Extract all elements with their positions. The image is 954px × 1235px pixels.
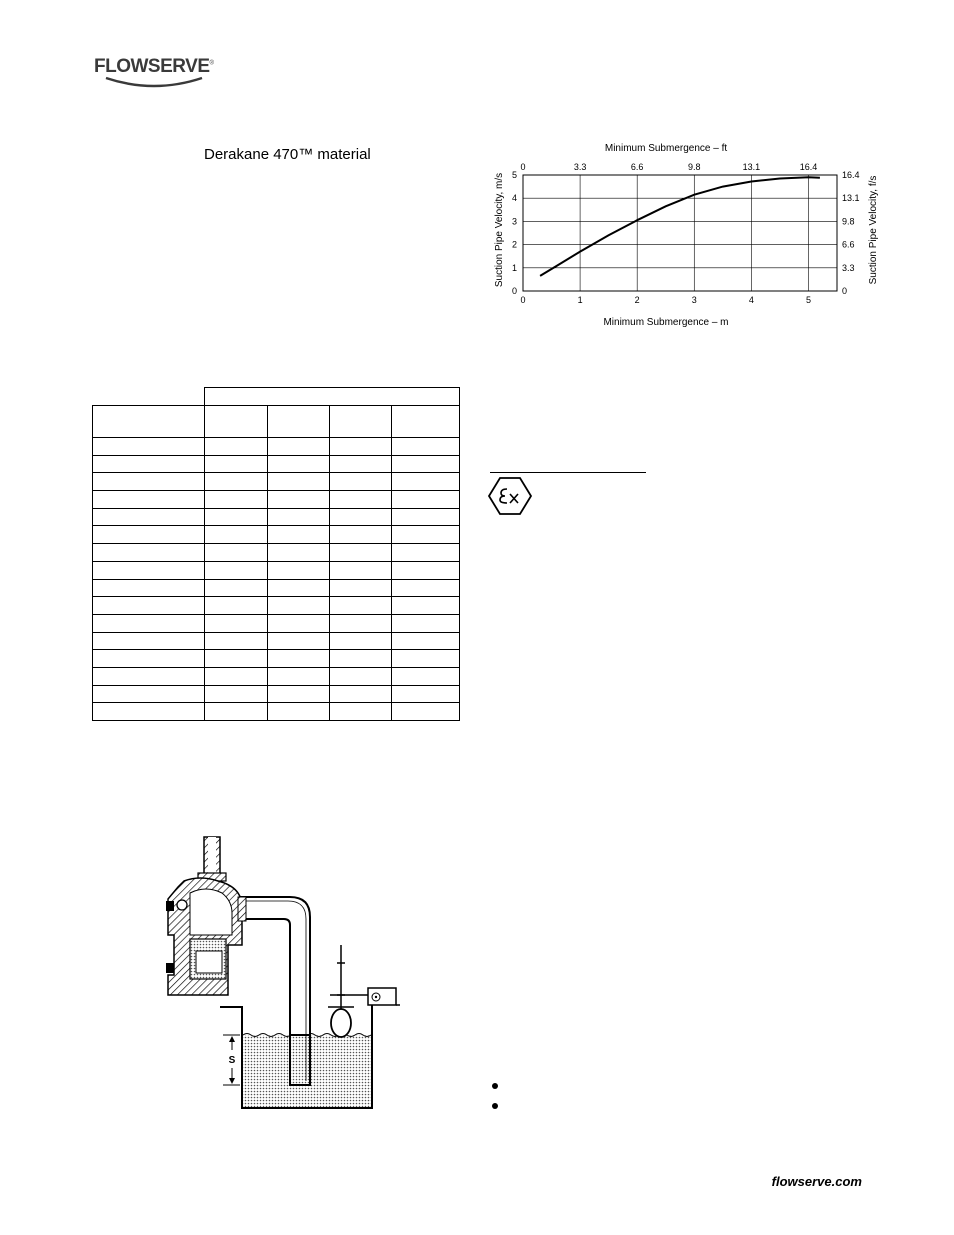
table-row — [93, 544, 460, 562]
material-label: Derakane 470™ material — [204, 146, 371, 163]
top-tick-label: 13.1 — [742, 162, 761, 172]
pump-body — [166, 837, 246, 995]
table-row — [93, 597, 460, 615]
right-tick-label: 13.1 — [842, 193, 860, 204]
y-axis-label: Suction Pipe Velocity, m/s — [494, 172, 505, 288]
bullet-icon — [492, 1083, 498, 1089]
logo-swoosh-icon — [104, 76, 204, 90]
flowserve-logo — [94, 50, 214, 90]
x-tick-label: 2 — [634, 295, 640, 305]
table-row — [93, 579, 460, 597]
table-row — [93, 650, 460, 668]
x-tick-label: 4 — [748, 295, 754, 305]
table-header-group-row — [93, 388, 460, 406]
chart-title: Minimum Submergence – ft — [604, 143, 728, 154]
x-axis-label: Minimum Submergence – m — [603, 317, 729, 328]
chart-ticks — [512, 162, 860, 305]
table-header-row — [93, 406, 460, 438]
table-row — [93, 685, 460, 703]
data-table — [92, 387, 459, 721]
chart-svg — [488, 134, 888, 334]
series-line — [540, 177, 820, 276]
table-row — [93, 473, 460, 491]
submergence-chart — [488, 134, 888, 334]
section-divider — [490, 472, 646, 473]
list-item — [488, 1078, 788, 1098]
top-tick-label: 0 — [520, 162, 526, 172]
table-row — [93, 438, 460, 456]
table-row — [93, 703, 460, 721]
plot-frame — [523, 175, 837, 291]
float-switch — [328, 945, 400, 1037]
y-tick-label: 2 — [511, 239, 517, 250]
table-row — [93, 632, 460, 650]
top-tick-label: 16.4 — [799, 162, 818, 172]
y-tick-label: 0 — [511, 286, 517, 296]
top-tick-label: 3.3 — [573, 162, 587, 172]
right-tick-label: 6.6 — [842, 239, 855, 250]
table-row — [93, 667, 460, 685]
right-tick-label: 9.8 — [842, 216, 855, 227]
top-tick-label: 6.6 — [630, 162, 644, 172]
y-tick-label: 3 — [511, 216, 517, 227]
y-axis-label-right: Suction Pipe Velocity, f/s — [868, 175, 879, 285]
pump-installation-diagram — [160, 835, 410, 1115]
footer-url: flowserve.com — [771, 1174, 862, 1189]
registered-mark: ® — [209, 60, 214, 67]
x-tick-label: 3 — [691, 295, 697, 305]
right-tick-label: 3.3 — [842, 262, 855, 273]
top-tick-label: 9.8 — [688, 162, 701, 172]
y-tick-label: 1 — [511, 262, 517, 273]
x-tick-label: 1 — [577, 295, 583, 305]
atex-ex-icon — [487, 476, 533, 516]
table-row — [93, 561, 460, 579]
y-tick-label: 5 — [511, 170, 517, 180]
table-row — [93, 526, 460, 544]
chart-grid — [523, 175, 837, 291]
y-tick-label: 4 — [511, 193, 517, 204]
table-row — [93, 491, 460, 509]
submergence-label: S — [228, 1055, 236, 1066]
right-tick-label: 16.4 — [842, 170, 860, 180]
right-tick-label: 0 — [842, 286, 848, 296]
table-row — [93, 614, 460, 632]
table-row — [93, 455, 460, 473]
x-tick-label: 0 — [520, 295, 526, 305]
logo-text: FLOWSERVE — [94, 56, 210, 77]
x-tick-label: 5 — [805, 295, 811, 305]
bullet-list — [488, 1078, 788, 1118]
list-item — [488, 1098, 788, 1118]
table-row — [93, 508, 460, 526]
bullet-icon — [492, 1103, 498, 1109]
